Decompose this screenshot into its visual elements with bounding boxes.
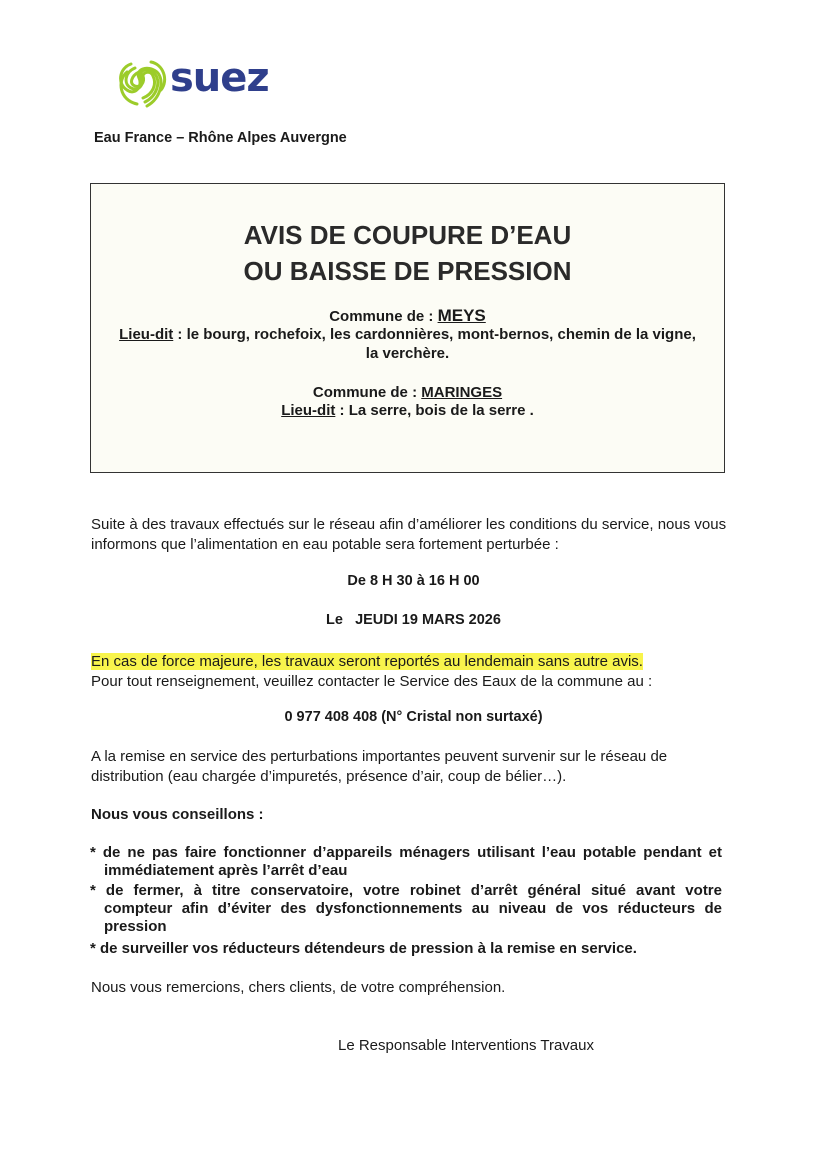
contact-intro: Pour tout renseignement, veuillez contacter le Service des Eaux de la commune au : <box>91 672 653 690</box>
lieu-dit-label: Lieu-dit <box>281 402 336 419</box>
force-majeure-block <box>91 652 731 691</box>
advice-text: * de surveiller vos réducteurs détendeurs de pression à la remise en service. <box>90 940 637 957</box>
lieu-dit-meys <box>113 326 702 363</box>
advice-text: * de ne pas faire fonctionner d’appareils ménagers utilisant l’eau potable pendant et immédiatement après l’arrêt d’eau <box>90 844 722 879</box>
advice-item <box>90 882 722 936</box>
commune-label: Commune de : <box>312 384 418 401</box>
organization-name: Eau France – Rhône Alpes Auvergne <box>94 130 347 146</box>
signature: Le Responsable Interventions Travaux <box>338 1037 594 1054</box>
date-line <box>0 612 827 628</box>
lieu-dit-text: : La serre, bois de la serre . <box>335 402 534 419</box>
commune-meys-line <box>91 307 724 324</box>
intro-paragraph: Suite à des travaux effectués sur le réseau afin d’améliorer les conditions du service, nous vous informons que l’alimentation en eau potable sera fortement perturbée : <box>91 516 727 553</box>
thanks-paragraph: Nous vous remercions, chers clients, de votre compréhension. <box>91 979 506 996</box>
lieu-dit-maringes <box>91 403 724 418</box>
force-majeure-highlight: En cas de force majeure, les travaux seront reportés au lendemain sans autre avis. <box>91 653 643 670</box>
logo-wordmark: suez <box>170 55 269 101</box>
remise-paragraph: A la remise en service des perturbations importantes peuvent survenir sur le réseau de distribution (eau chargée d’impuretés, présence d’air, coup de bélier…). <box>91 748 668 785</box>
notice-title-line1: AVIS DE COUPURE D’EAU <box>243 220 572 250</box>
notice-box <box>90 183 725 473</box>
commune-maringes-line <box>91 385 724 400</box>
commune-label: Commune de : <box>329 308 434 325</box>
date-prefix: Le <box>326 612 343 628</box>
lieu-dit-text: : le bourg, rochefoix, les cardonnières, mont-bernos, chemin de la vigne, la verchère. <box>173 326 696 362</box>
advice-item <box>90 940 722 958</box>
commune-name: MARINGES <box>421 384 503 401</box>
advice-item <box>90 844 722 880</box>
advice-text: * de fermer, à titre conservatoire, votre robinet d’arrêt général situé avant votre compteur afin d’éviter des dysfonctionnements au niveau de vos réducteurs de pression <box>90 882 722 935</box>
advice-heading: Nous vous conseillons : <box>91 806 264 823</box>
commune-name: MEYS <box>437 306 486 325</box>
lieu-dit-label: Lieu-dit <box>119 326 174 343</box>
date-value: JEUDI 19 MARS 2026 <box>355 612 501 628</box>
phone-number: 0 977 408 408 (N° Cristal non surtaxé) <box>284 709 543 725</box>
notice-title-line2: OU BAISSE DE PRESSION <box>243 256 572 286</box>
time-range: De 8 H 30 à 16 H 00 <box>347 573 480 589</box>
